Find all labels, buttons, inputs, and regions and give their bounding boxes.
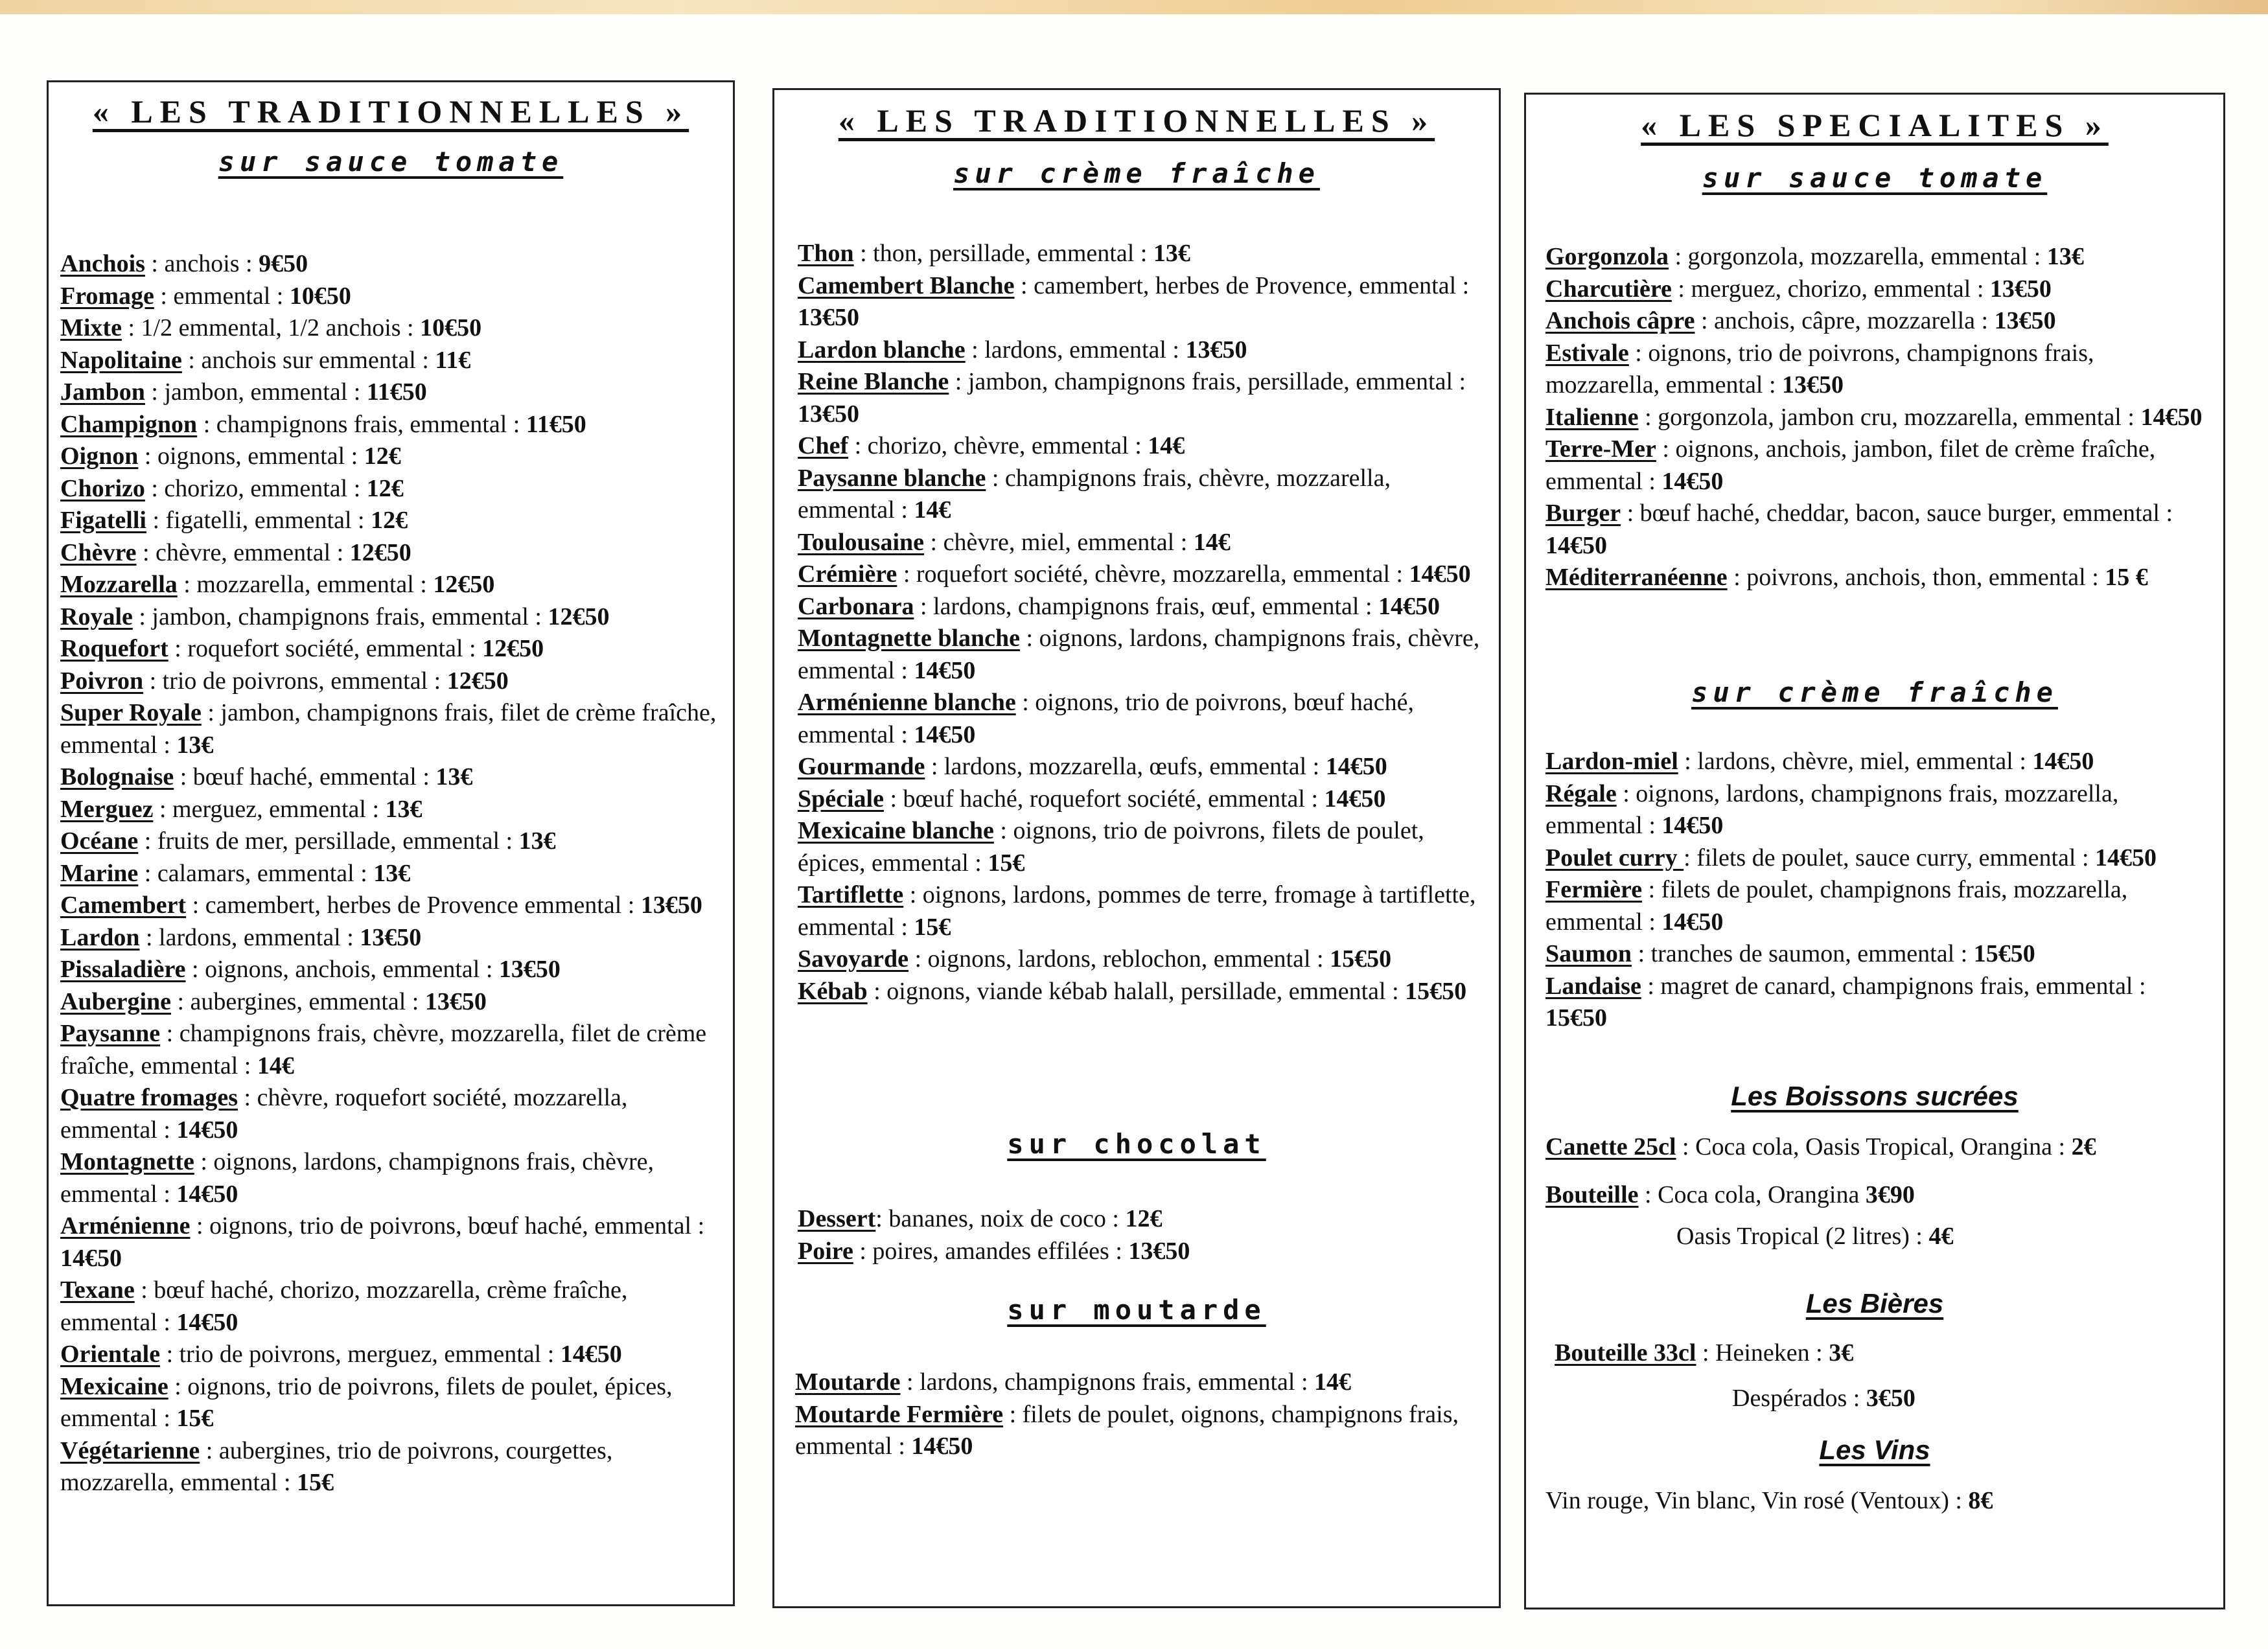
menu-item xyxy=(798,1203,1485,1236)
item-name: Chèvre xyxy=(60,538,137,566)
section-title-moutarde: sur moutarde xyxy=(1007,1294,1266,1326)
item-ingredients: : oignons, trio de poivrons, bœuf haché, emmental : xyxy=(190,1212,705,1240)
item-ingredients: : 1/2 emmental, 1/2 anchois : xyxy=(121,314,421,341)
item-name: Saumon xyxy=(1545,940,1632,967)
item-ingredients: : oignons, trio de poivrons, bœuf haché, emmental : xyxy=(798,689,1414,748)
item-name: Estivale xyxy=(1545,339,1629,367)
item-ingredients: : merguez, chorizo, emmental : xyxy=(1671,275,1990,303)
item-name: Charcutière xyxy=(1545,275,1672,303)
item-ingredients: : camembert, herbes de Provence, emmental : xyxy=(1014,271,1470,299)
item-price: 11€50 xyxy=(526,410,586,438)
menu-item xyxy=(60,922,721,954)
item-ingredients: : oignons, lardons, champignons frais, chèvre, emmental : xyxy=(60,1148,654,1208)
item-name: Spéciale xyxy=(798,785,884,813)
menu-item xyxy=(60,537,721,570)
item-price: 15€ xyxy=(988,849,1025,877)
item-name: Mozzarella xyxy=(60,571,178,598)
item-ingredients: : bœuf haché, roquefort société, emmental : xyxy=(883,785,1325,813)
menu-item xyxy=(798,623,1485,687)
item-name: Jambon xyxy=(60,378,145,406)
item-ingredients: : chèvre, emmental : xyxy=(136,538,350,566)
item-name: Reine Blanche xyxy=(798,368,949,395)
pizza-list xyxy=(1545,241,2213,594)
item-name: Merguez xyxy=(60,795,154,823)
item-price: 13€50 xyxy=(498,956,561,983)
item-price: 14€50 xyxy=(1661,812,1724,839)
item-ingredients: : anchois, câpre, mozzarella : xyxy=(1695,307,1995,334)
menu-item xyxy=(60,1339,721,1371)
item-price: 12€ xyxy=(371,507,408,534)
item-price: 13€ xyxy=(2046,243,2084,270)
menu-item xyxy=(60,1371,721,1435)
menu-item xyxy=(60,1274,721,1339)
item-name: Montagnette blanche xyxy=(798,625,1021,652)
menu-item xyxy=(798,430,1485,463)
menu-item xyxy=(60,761,721,794)
item-price: 10€50 xyxy=(420,314,482,341)
item-name: Arménienne blanche xyxy=(798,689,1016,716)
item-price: 13€50 xyxy=(1989,275,2052,303)
menu-item xyxy=(798,270,1485,334)
item-price: 14€50 xyxy=(1325,753,1387,780)
item-name: Champignon xyxy=(60,410,198,438)
menu-item xyxy=(1545,874,2213,938)
beer-desperados: Despérados : 3€50 xyxy=(1732,1385,1915,1412)
item-name: Camembert xyxy=(60,892,187,919)
item-ingredients: : aubergines, emmental : xyxy=(171,987,425,1015)
item-price: 14€ xyxy=(257,1052,294,1079)
column-title: « LES TRADITIONNELLES » xyxy=(92,93,689,130)
item-ingredients: : anchois sur emmental : xyxy=(181,346,435,374)
item-name: Oignon xyxy=(60,443,139,470)
menu-item xyxy=(798,334,1485,367)
item-ingredients: : trio de poivrons, merguez, emmental : xyxy=(160,1341,561,1368)
menu-item xyxy=(1545,338,2213,402)
item-price: 14€50 xyxy=(914,656,976,684)
item-ingredients: : magret de canard, champignons frais, emmental : xyxy=(1641,972,2146,1000)
item-price: 14€ xyxy=(1148,432,1185,459)
item-ingredients: : trio de poivrons, emmental : xyxy=(143,667,447,695)
item-ingredients: : chorizo, emmental : xyxy=(145,474,367,502)
item-name: Gorgonzola xyxy=(1545,243,1669,270)
menu-item xyxy=(60,569,721,601)
item-name: Bolognaise xyxy=(60,763,174,790)
item-price: 14€50 xyxy=(176,1116,238,1144)
item-ingredients: : lardons, champignons frais, œuf, emmental : xyxy=(914,592,1379,620)
item-name: Chef xyxy=(798,432,849,459)
item-name: Arménienne xyxy=(60,1212,191,1240)
item-name: Méditerranéenne xyxy=(1545,564,1728,591)
item-ingredients: : gorgonzola, mozzarella, emmental : xyxy=(1668,243,2047,270)
menu-item xyxy=(1545,241,2213,273)
item-price: 13€ xyxy=(385,795,422,823)
item-name: Moutarde Fermière xyxy=(795,1400,1004,1428)
item-price: 15€50 xyxy=(1545,1004,1607,1032)
wines-title: Les Vins xyxy=(1819,1435,1930,1465)
item-price: 15 € xyxy=(2105,564,2148,591)
item-ingredients: : champignons frais, chèvre, mozzarella, filet de crème fraîche, emmental : xyxy=(60,1020,707,1079)
menu-item xyxy=(798,463,1485,527)
menu-item xyxy=(798,815,1485,879)
item-name: Terre-Mer xyxy=(1545,435,1656,463)
item-ingredients: : figatelli, emmental : xyxy=(146,507,371,534)
item-price: 14€50 xyxy=(1661,908,1724,936)
item-ingredients: : aubergines, trio de poivrons, courgettes, mozzarella, emmental : xyxy=(60,1436,613,1496)
menu-item xyxy=(1545,433,2213,498)
item-name: Mexicaine xyxy=(60,1372,168,1400)
item-price: 13€50 xyxy=(360,923,422,951)
drink-bouteille-oasis: Oasis Tropical (2 litres) : 4€ xyxy=(1676,1223,1954,1250)
item-price: 13€50 xyxy=(1128,1237,1190,1265)
item-ingredients: : chorizo, chèvre, emmental : xyxy=(848,432,1148,459)
item-name: Poulet curry xyxy=(1545,844,1684,871)
menu-item xyxy=(795,1366,1482,1399)
item-ingredients: : lardons, chèvre, miel, emmental : xyxy=(1678,748,2033,775)
menu-item xyxy=(798,591,1485,623)
menu-item xyxy=(798,559,1485,591)
menu-item xyxy=(798,783,1485,816)
item-ingredients: : oignons, anchois, emmental : xyxy=(185,956,499,983)
item-ingredients: : bœuf haché, cheddar, bacon, sauce burger, emmental : xyxy=(1621,500,2173,527)
item-ingredients: : lardons, emmental : xyxy=(965,336,1186,363)
menu-item xyxy=(60,665,721,698)
item-price: 15€50 xyxy=(1973,940,2035,967)
menu-item xyxy=(1545,971,2213,1035)
item-name: Poire xyxy=(798,1237,853,1265)
item-price: 13€50 xyxy=(424,987,487,1015)
item-ingredients: : oignons, lardons, reblochon, emmental : xyxy=(908,945,1330,973)
menu-item xyxy=(798,238,1485,270)
item-ingredients: : mozzarella, emmental : xyxy=(177,571,434,598)
menu-item xyxy=(798,1236,1485,1268)
menu-item xyxy=(60,1146,721,1210)
item-price: 14€50 xyxy=(911,1433,973,1460)
item-ingredients: : lardons, mozzarella, œufs, emmental : xyxy=(925,753,1326,780)
item-name: Anchois xyxy=(60,250,145,277)
pizza-list xyxy=(60,248,721,1499)
item-name: Aubergine xyxy=(60,987,171,1015)
menu-item xyxy=(60,954,721,986)
item-price: 15€ xyxy=(297,1469,334,1496)
item-price: 15€ xyxy=(176,1405,214,1432)
item-ingredients: : champignons frais, emmental : xyxy=(197,410,526,438)
item-ingredients: : filets de poulet, champignons frais, mozzarella, emmental : xyxy=(1545,876,2128,936)
item-ingredients: : poivrons, anchois, thon, emmental : xyxy=(1727,564,2105,591)
item-price: 14€50 xyxy=(914,721,976,748)
item-ingredients: : roquefort société, emmental : xyxy=(168,635,483,662)
item-price: 13€50 xyxy=(1782,371,1844,398)
column-subtitle: sur sauce tomate xyxy=(1702,162,2048,194)
item-ingredients: : bœuf haché, emmental : xyxy=(174,763,436,790)
menu-column-traditionnelles-tomate xyxy=(47,80,735,1606)
item-price: 14€50 xyxy=(176,1308,238,1336)
item-ingredients: : oignons, trio de poivrons, filets de poulet, épices, emmental : xyxy=(798,817,1424,877)
item-price: 15€50 xyxy=(1330,945,1392,973)
item-price: 10€50 xyxy=(289,282,351,310)
item-price: 12€50 xyxy=(349,538,411,566)
menu-item xyxy=(1545,273,2213,306)
item-price: 14€ xyxy=(914,496,951,524)
item-ingredients: : fruits de mer, persillade, emmental : xyxy=(138,827,519,855)
menu-item xyxy=(60,794,721,826)
top-photo-strip xyxy=(0,0,2268,14)
pizza-list-chocolat xyxy=(798,1203,1485,1267)
item-name: Quatre fromages xyxy=(60,1084,238,1111)
item-name: Paysanne xyxy=(60,1020,161,1047)
menu-item xyxy=(60,601,721,634)
item-price: 12€50 xyxy=(548,603,610,630)
menu-item xyxy=(798,687,1485,751)
item-price: 12€ xyxy=(366,474,404,502)
menu-item xyxy=(795,1399,1482,1463)
column-title: « LES TRADITIONNELLES » xyxy=(838,102,1435,139)
item-ingredients: : jambon, champignons frais, filet de crème fraîche, emmental : xyxy=(60,699,717,759)
drink-canette: Canette 25cl : Coca cola, Oasis Tropical, Orangina : 2€ xyxy=(1545,1133,2096,1160)
item-price: 13€50 xyxy=(798,400,859,428)
item-price: 14€50 xyxy=(2032,748,2094,775)
menu-column-traditionnelles-creme xyxy=(772,88,1501,1608)
item-price: 15€50 xyxy=(1405,977,1467,1005)
item-name: Thon xyxy=(798,240,854,267)
item-name: Lardon blanche xyxy=(798,336,966,363)
item-ingredients: : poires, amandes effilées : xyxy=(853,1237,1129,1265)
pizza-list xyxy=(798,238,1485,1008)
drink-bouteille: Bouteille : Coca cola, Orangina 3€90 xyxy=(1545,1181,1915,1208)
item-name: Anchois câpre xyxy=(1545,307,1695,334)
item-name: Chorizo xyxy=(60,474,145,502)
item-ingredients: : merguez, emmental : xyxy=(153,795,386,823)
item-ingredients: : oignons, trio de poivrons, filets de poulet, épices, emmental : xyxy=(60,1372,673,1432)
item-name: Océane xyxy=(60,827,139,855)
item-price: 11€50 xyxy=(366,378,427,406)
item-price: 14€50 xyxy=(2140,403,2203,431)
menu-item xyxy=(60,441,721,473)
item-price: 14€50 xyxy=(60,1244,122,1272)
column-title: « LES SPECIALITES » xyxy=(1641,107,2109,143)
menu-item xyxy=(798,879,1485,943)
menu-item xyxy=(1545,746,2213,778)
item-ingredients: : thon, persillade, emmental : xyxy=(853,240,1153,267)
menu-item xyxy=(60,345,721,377)
item-name: Orientale xyxy=(60,1341,161,1368)
item-ingredients: : oignons, lardons, pommes de terre, fromage à tartiflette, emmental : xyxy=(798,881,1476,941)
item-ingredients: : bananes, noix de coco : xyxy=(875,1205,1126,1232)
beer-heineken: Bouteille 33cl : Heineken : 3€ xyxy=(1555,1339,1854,1366)
item-price: 13€ xyxy=(1153,240,1190,267)
item-name: Gourmande xyxy=(798,753,925,780)
menu-item xyxy=(798,527,1485,559)
section-title-chocolat: sur chocolat xyxy=(1007,1128,1266,1160)
menu-item xyxy=(60,473,721,505)
item-ingredients: : oignons, lardons, champignons frais, mozzarella, emmental : xyxy=(1545,779,2119,839)
item-name: Fermière xyxy=(1545,876,1643,903)
menu-item xyxy=(1545,778,2213,842)
item-name: Paysanne blanche xyxy=(798,464,986,492)
item-name: Végétarienne xyxy=(60,1436,200,1464)
item-price: 13€ xyxy=(518,827,556,855)
menu-column-specialites xyxy=(1524,93,2225,1609)
item-price: 14€50 xyxy=(1378,592,1441,620)
menu-item xyxy=(60,986,721,1019)
item-name: Figatelli xyxy=(60,507,146,534)
item-price: 14€50 xyxy=(176,1180,238,1208)
item-ingredients: : emmental : xyxy=(154,282,290,310)
item-name: Marine xyxy=(60,859,139,887)
menu-item xyxy=(1545,305,2213,338)
item-price: 15€ xyxy=(914,913,951,941)
menu-item xyxy=(60,248,721,281)
item-name: Toulousaine xyxy=(798,528,925,556)
pizza-list-creme xyxy=(1545,746,2213,1035)
item-ingredients: : roquefort société, chèvre, mozzarella, emmental : xyxy=(897,560,1409,588)
item-price: 12€ xyxy=(1125,1205,1163,1232)
menu-item xyxy=(1545,938,2213,971)
item-name: Napolitaine xyxy=(60,346,182,374)
menu-item xyxy=(60,505,721,537)
pizza-list-moutarde xyxy=(795,1366,1482,1463)
item-price: 14€50 xyxy=(1324,785,1386,813)
item-name: Savoyarde xyxy=(798,945,908,973)
menu-item xyxy=(1545,498,2213,562)
item-ingredients: : champignons frais, chèvre, mozzarella, emmental : xyxy=(798,464,1391,524)
item-price: 13€50 xyxy=(1994,307,2056,334)
column-subtitle: sur sauce tomate xyxy=(218,146,564,178)
item-name: Lardon xyxy=(60,923,140,951)
menu-item xyxy=(60,1435,721,1499)
beers-title: Les Bières xyxy=(1805,1288,1944,1319)
drinks-title: Les Boissons sucrées xyxy=(1731,1081,2019,1111)
item-name: Régale xyxy=(1545,779,1617,807)
menu-item xyxy=(798,751,1485,783)
menu-item xyxy=(60,1210,721,1274)
item-ingredients: : bœuf haché, chorizo, mozzarella, crème fraîche, emmental : xyxy=(60,1276,628,1336)
menu-item xyxy=(60,890,721,922)
item-ingredients: : gorgonzola, jambon cru, mozzarella, emmental : xyxy=(1638,403,2141,431)
item-ingredients: : oignons, trio de poivrons, champignons frais, mozzarella, emmental : xyxy=(1545,339,2094,398)
item-name: Italienne xyxy=(1545,403,1639,431)
item-price: 11€ xyxy=(435,346,471,374)
item-ingredients: : jambon, champignons frais, persillade, emmental : xyxy=(949,368,1466,395)
menu-item xyxy=(60,1018,721,1082)
item-price: 13€ xyxy=(373,859,411,887)
item-price: 9€50 xyxy=(259,250,308,277)
item-ingredients: : lardons, champignons frais, emmental : xyxy=(900,1368,1314,1396)
column-subtitle: sur crème fraîche xyxy=(953,157,1320,189)
item-price: 13€50 xyxy=(640,892,702,919)
item-name: Poivron xyxy=(60,667,144,695)
menu-item xyxy=(60,409,721,441)
menu-item xyxy=(60,825,721,858)
item-ingredients: : oignons, viande kébab halall, persillade, emmental : xyxy=(867,977,1406,1005)
item-price: 14€50 xyxy=(2095,844,2157,871)
item-name: Super Royale xyxy=(60,699,202,726)
item-ingredients: : camembert, herbes de Provence emmental : xyxy=(186,892,641,919)
item-ingredients: : jambon, emmental : xyxy=(145,378,367,406)
item-name: Carbonara xyxy=(798,592,914,620)
item-ingredients: : oignons, lardons, champignons frais, chèvre, emmental : xyxy=(798,625,1480,684)
item-ingredients: : chèvre, miel, emmental : xyxy=(924,528,1194,556)
menu-item xyxy=(60,633,721,665)
item-name: Montagnette xyxy=(60,1148,194,1175)
item-ingredients: : anchois : xyxy=(145,250,259,277)
item-name: Tartiflette xyxy=(798,881,904,908)
item-ingredients: : filets de poulet, oignons, champignons frais, emmental : xyxy=(795,1400,1459,1460)
item-price: 13€ xyxy=(435,763,473,790)
item-price: 14€ xyxy=(1193,528,1231,556)
item-name: Moutarde xyxy=(795,1368,901,1396)
item-name: Burger xyxy=(1545,500,1621,527)
item-name: Kébab xyxy=(798,977,868,1005)
column-subtitle-creme: sur crème fraîche xyxy=(1691,676,2058,708)
menu-item xyxy=(798,976,1485,1008)
item-price: 14€50 xyxy=(1545,531,1607,559)
item-ingredients: : filets de poulet, sauce curry, emmental : xyxy=(1684,844,2096,871)
item-name: Mexicaine blanche xyxy=(798,817,994,844)
item-name: Lardon-miel xyxy=(1545,748,1678,775)
item-ingredients: : chèvre, roquefort société, mozzarella, emmental : xyxy=(60,1084,628,1144)
menu-item xyxy=(1545,402,2213,434)
item-name: Royale xyxy=(60,603,133,630)
item-price: 12€50 xyxy=(433,571,495,598)
item-price: 12€50 xyxy=(446,667,509,695)
item-price: 14€50 xyxy=(1409,560,1471,588)
item-ingredients: : tranches de saumon, emmental : xyxy=(1632,940,1974,967)
item-ingredients: : lardons, emmental : xyxy=(139,923,360,951)
item-ingredients: : calamars, emmental : xyxy=(138,859,374,887)
menu-item xyxy=(1545,842,2213,875)
item-price: 13€50 xyxy=(798,304,859,331)
item-name: Fromage xyxy=(60,282,154,310)
item-price: 14€ xyxy=(1314,1368,1351,1396)
item-price: 13€ xyxy=(176,731,214,759)
item-name: Dessert xyxy=(798,1205,876,1232)
item-name: Texane xyxy=(60,1276,135,1304)
menu-item xyxy=(798,366,1485,430)
item-price: 12€ xyxy=(364,443,401,470)
item-price: 14€50 xyxy=(560,1341,622,1368)
wine-line: Vin rouge, Vin blanc, Vin rosé (Ventoux) : 8€ xyxy=(1545,1487,1993,1514)
item-name: Roquefort xyxy=(60,635,168,662)
menu-item xyxy=(60,697,721,761)
item-price: 14€50 xyxy=(1661,467,1724,495)
menu-item xyxy=(60,376,721,409)
item-price: 12€50 xyxy=(482,635,544,662)
menu-item xyxy=(1545,562,2213,594)
item-name: Landaise xyxy=(1545,972,1641,1000)
item-name: Camembert Blanche xyxy=(798,271,1015,299)
menu-item xyxy=(60,281,721,313)
menu-item xyxy=(60,312,721,345)
item-ingredients: : oignons, emmental : xyxy=(138,443,364,470)
menu-item xyxy=(60,1082,721,1146)
menu-item xyxy=(60,858,721,890)
item-price: 13€50 xyxy=(1185,336,1247,363)
item-name: Mixte xyxy=(60,314,122,341)
menu-item xyxy=(798,943,1485,976)
item-name: Crémière xyxy=(798,560,897,588)
item-ingredients: : oignons, anchois, jambon, filet de crème fraîche, emmental : xyxy=(1545,435,2156,495)
item-ingredients: : jambon, champignons frais, emmental : xyxy=(132,603,548,630)
item-name: Pissaladière xyxy=(60,956,186,983)
